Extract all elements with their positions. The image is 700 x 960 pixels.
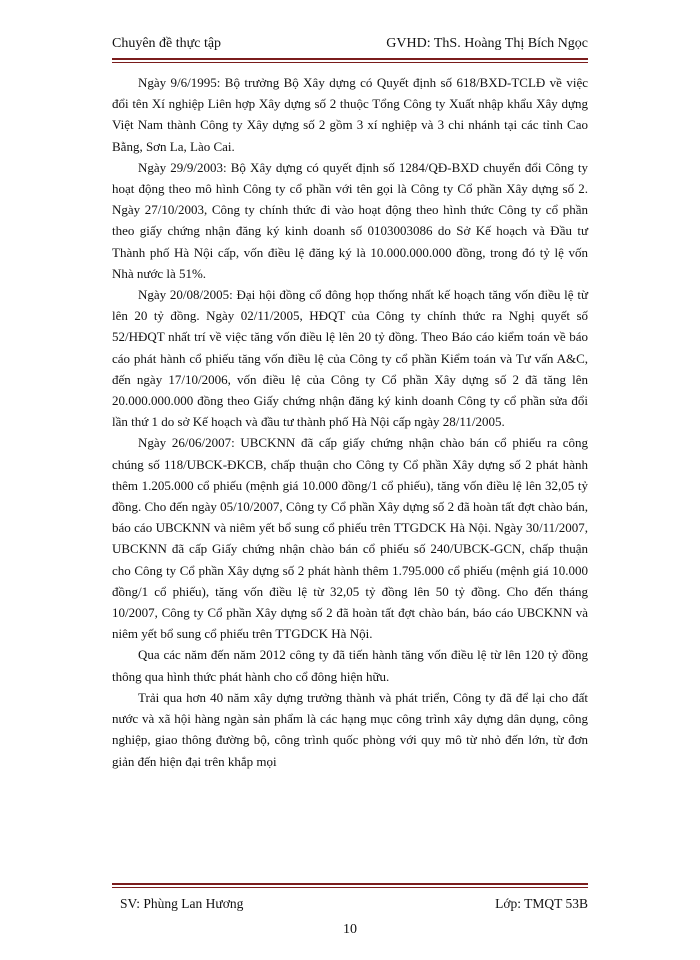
paragraph: Trải qua hơn 40 năm xây dựng trưởng thành và phát triển, Công ty đã để lại cho đất nước và xã hội hàng ngàn sản phẩm là các hạng mục công trình xây dựng dân dụng, công nghiệp, giao thông đường bộ, công trình quốc phòng với quy mô từ nhỏ đến lớn, từ đơn giản đến hiện đại trên khắp mọi xyxy=(112,689,588,769)
header-supervisor: GVHD: ThS. Hoàng Thị Bích Ngọc xyxy=(386,36,588,51)
footer-student: SV: Phùng Lan Hương xyxy=(120,896,244,911)
header-title: Chuyên đề thực tập xyxy=(112,36,222,51)
document-body xyxy=(112,72,588,772)
page-footer xyxy=(112,896,588,916)
page-header xyxy=(112,36,588,56)
paragraph: Ngày 29/9/2003: Bộ Xây dựng có quyết định số 1284/QĐ-BXD chuyển đổi Công ty hoạt động theo mô hình Công ty cổ phần với tên gọi là Công ty Cổ phần Xây dựng số 2. Ngày 27/10/2003, Công ty chính thức đi vào hoạt động theo hình thức Công ty cổ phần theo giấy chứng nhận đăng ký kinh doanh số 0103003086 do Sở Kế hoạch và Đầu tư Thành phố Hà Nội cấp, vốn điều lệ đăng ký là 10.000.000.000 đồng, trong đó tỷ lệ vốn Nhà nước là 51%. xyxy=(112,159,588,281)
footer-rule xyxy=(112,883,588,888)
paragraph: Ngày 9/6/1995: Bộ trưởng Bộ Xây dựng có Quyết định số 618/BXD-TCLĐ về việc đổi tên Xí nghiệp Liên hợp Xây dựng số 2 thuộc Tổng Công ty Xuất nhập khẩu Xây dựng Việt Nam thành Công ty Xây dựng số 2 gồm 3 xí nghiệp và 3 chi nhánh tại các tỉnh Cao Bằng, Sơn La, Lào Cai. xyxy=(112,75,588,154)
paragraph: Ngày 20/08/2005: Đại hội đồng cổ đông họp thống nhất kế hoạch tăng vốn điều lệ từ lên 20 tỷ đồng. Ngày 02/11/2005, HĐQT của Công ty chính thức ra Nghị quyết số 52/HĐQT nhất trí về việc tăng vốn điều lệ lên 20 tỷ đồng. Theo Báo cáo kiểm toán về báo cáo phát hành cổ phiếu tăng vốn điều lệ của Công ty cổ phần Kiểm toán và Tư vấn A&C, đến ngày 17/10/2006, vốn điều lệ của Công ty Cổ phần Xây dựng số 2 đã tăng lên 20.000.000.000 đồng theo Giấy chứng nhận đăng ký kinh doanh Công ty cổ phần sửa đổi lần thứ 1 do sở Kế hoạch và đầu tư thành phố Hà Nội cấp ngày 28/11/2005. xyxy=(112,287,588,430)
paragraph: Ngày 26/06/2007: UBCKNN đã cấp giấy chứng nhận chào bán cổ phiếu ra công chúng số 118/UBCK-ĐKCB, chấp thuận cho Công ty Cổ phần Xây dựng số 2 phát hành thêm 1.205.000 cổ phiếu (mệnh giá 10.000 đồng/1 cổ phiếu), tăng vốn điều lệ lên 32,05 tỷ đồng. Cho đến ngày 05/10/2007, Công ty Cổ phần Xây dựng số 2 đã hoàn tất đợt chào bán, báo cáo UBCKNN và niêm yết bổ sung cổ phiếu trên TTGDCK Hà Nội. Ngày 30/11/2007, UBCKNN đã cấp Giấy chứng nhận chào bán cổ phiếu số 240/UBCK-GCN, chấp thuận cho Công ty Cổ phần Xây dựng số 2 phát hành thêm 1.795.000 cổ phiếu (mệnh giá 10.000 đồng/1 cổ phiếu), tăng vốn điều lệ từ 32,05 tỷ đồng lên 50 tỷ đồng. Cho đến tháng 10/2007, Công ty Cổ phần Xây dựng số 2 đã hoàn tất đợt chào bán, báo cáo UBCKNN và niêm yết bổ sung cổ phiếu trên TTGDCK Hà Nội. xyxy=(112,435,588,642)
footer-class: Lớp: TMQT 53B xyxy=(495,896,588,911)
paragraph: Qua các năm đến năm 2012 công ty đã tiến hành tăng vốn điều lệ từ lên 120 tỷ đồng thông qua hình thức phát hành cho cổ đông hiện hữu. xyxy=(112,647,588,684)
header-rule xyxy=(112,58,588,63)
page-number: 10 xyxy=(343,922,357,937)
